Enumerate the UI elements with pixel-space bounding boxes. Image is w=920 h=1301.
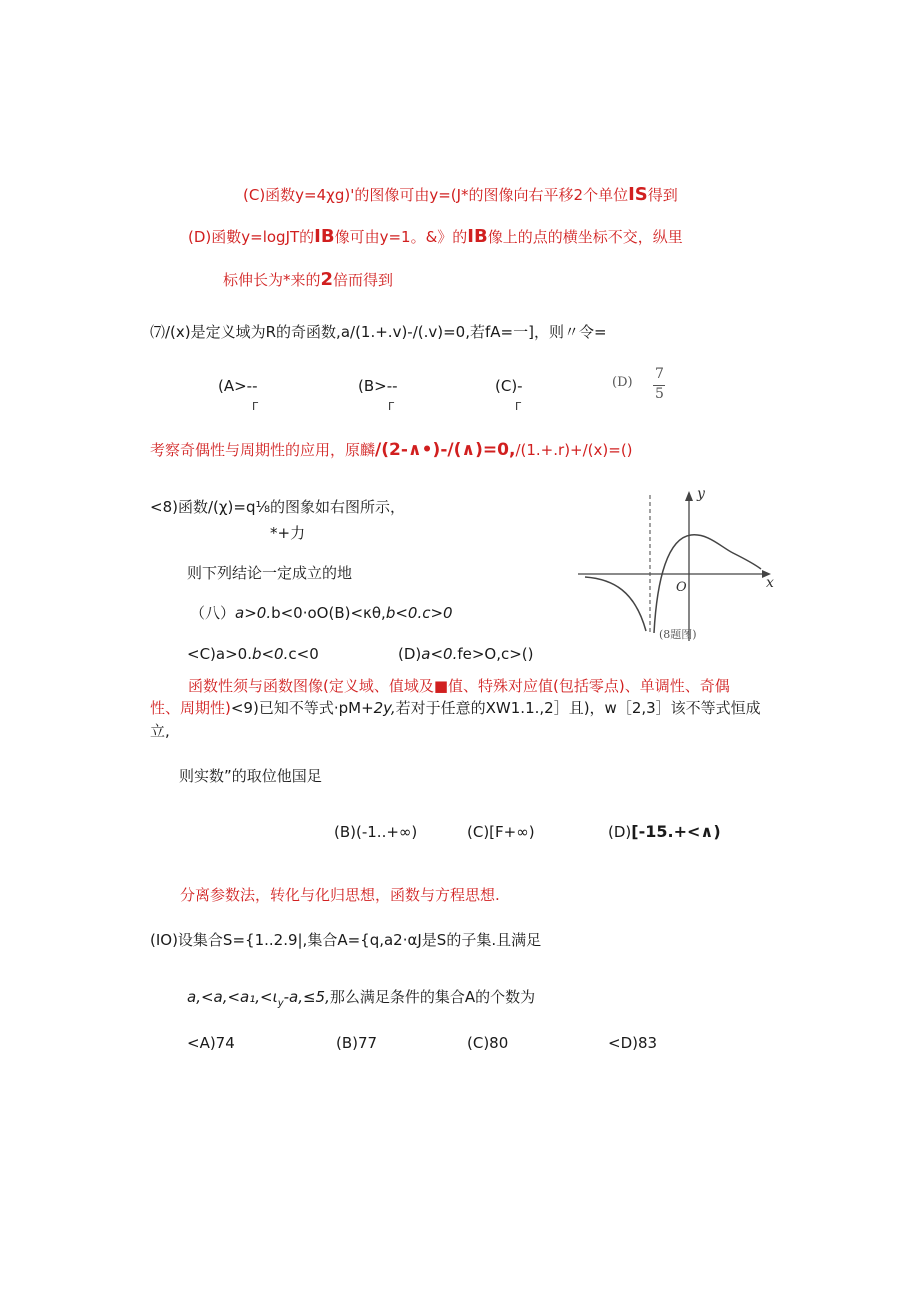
q10-condition-italic: a,<a,<a₁,<ι xyxy=(187,988,278,1006)
option-c-text xyxy=(243,185,678,205)
q7-option-b: (B>-- xyxy=(358,377,398,395)
q8-option-c-cond: b<0. xyxy=(251,645,289,663)
q8-option-d-label: (D) xyxy=(398,645,422,663)
q8-option-a-label: （八） xyxy=(190,604,236,622)
q10-option-b: (B)77 xyxy=(336,1034,378,1052)
q10-condition-sub: y xyxy=(277,998,284,1009)
option-d-bold: IB xyxy=(314,226,335,247)
q8-option-d xyxy=(398,644,534,664)
q9-stem-part2: 若对于任意的XW1.1.,2］且)，w［2,3］该不等式恒成 xyxy=(395,699,761,717)
q8-option-b-label: b<0·oO(B)<κθ, xyxy=(271,604,386,622)
q7-note-part3: /(1.+.r)+/(x)=() xyxy=(515,441,633,459)
q8-option-c xyxy=(187,644,319,664)
q7-option-d xyxy=(612,366,672,406)
y-axis-arrow xyxy=(685,491,693,501)
option-d-tail: 像上的点的横坐标不交，纵里 xyxy=(487,228,683,246)
q7-stem: ⑺/(x)是定义域为R的奇函数,a/(1.+.v)-/(.v)=0,若fA=一]，则〃令= xyxy=(150,323,607,341)
right-branch-curve xyxy=(654,535,761,633)
q8-stem: <8)函数/(χ)=q⅛的图象如右图所示， xyxy=(150,498,406,516)
q9-lead: 则实数”的取位他国足 xyxy=(179,767,322,785)
q7-option-c: (C)- xyxy=(495,377,523,395)
option-d-part2: 像可由y=1。&》的 xyxy=(334,228,468,246)
option-d-bold2: IB xyxy=(467,226,488,247)
q8-stem-denominator: *+力 xyxy=(270,524,306,542)
q8-lead: 则下列结论一定成立的地 xyxy=(187,564,353,582)
q9-option-d-label: (D) xyxy=(608,823,632,841)
q10-option-d: <D)83 xyxy=(608,1034,658,1052)
option-d2-bold: 2 xyxy=(320,269,334,290)
option-d-text-cont xyxy=(223,270,393,290)
q9-note: 分离参数法，转化与化归思想，函数与方程思想. xyxy=(180,886,500,904)
option-d-part: (D)函數y=logJT的 xyxy=(188,228,315,246)
q8-option-d-cond: a<0. xyxy=(421,645,458,663)
q7-option-d-denominator: 5 xyxy=(655,386,664,402)
graph-caption: (8题图) xyxy=(659,628,697,641)
q9-option-b: (B)(-1..+∞) xyxy=(334,823,418,841)
q8-function-graph xyxy=(573,483,783,645)
q7-note-part2: /(2-∧•)-/(∧)=0, xyxy=(375,440,516,460)
q7-note-part1: 考察奇偶性与周期性的应用，原麟 xyxy=(150,441,376,459)
option-d2-part: 标伸长为*来的 xyxy=(223,271,321,289)
q9-stem xyxy=(150,698,761,718)
q10-condition xyxy=(187,987,535,1014)
q9-option-d-value: [-15.+<∧) xyxy=(631,822,721,841)
q7-option-a-tick: Г xyxy=(252,400,259,413)
q7-option-c-tick: Г xyxy=(515,400,522,413)
q10-condition-rest: 那么满足条件的集合A的个数为 xyxy=(329,988,536,1006)
q10-condition-italic2: -a,≤5, xyxy=(283,988,330,1006)
y-axis-label: y xyxy=(697,486,705,502)
q9-option-c: (C)[F+∞) xyxy=(467,823,535,841)
q9-stem-italic: +2y, xyxy=(361,699,396,717)
option-c-part: (C)函数y=4χg)'的图像可由y=(J*的图像向右平移2个单位 xyxy=(243,186,629,204)
q8-option-b-cond: b<0.c>0 xyxy=(385,604,453,622)
origin-label: O xyxy=(676,580,687,595)
q7-option-a: (A>-- xyxy=(218,377,258,395)
q8-option-d-tail: fe>O,c>() xyxy=(457,645,534,663)
q7-option-b-tick: Г xyxy=(388,400,395,413)
q9-option-d xyxy=(608,822,721,842)
q8-option-c-label: <C)a>0. xyxy=(187,645,252,663)
q7-note xyxy=(150,440,633,460)
q10-option-a: <A)74 xyxy=(187,1034,235,1052)
q9-stem-part1: <9)已知不等式·pM xyxy=(230,699,362,717)
left-branch-curve xyxy=(585,577,646,631)
q9-stem-cont: 立, xyxy=(150,722,170,740)
option-c-bold: IS xyxy=(628,184,648,205)
option-d2-tail: 倍而得到 xyxy=(333,271,394,289)
q7-option-d-label: (D) xyxy=(612,375,633,390)
q7-option-d-numerator: 7 xyxy=(655,366,664,382)
q8-option-c-tail: c<0 xyxy=(288,645,319,663)
x-axis-label: x xyxy=(766,575,774,591)
q8-option-a-cond: a>0. xyxy=(235,604,272,622)
q8-note: 函数性须与函数图像(定义域、值域及■值、特殊对应值(包括零点)、单调性、奇偶 xyxy=(188,677,730,695)
option-c-tail: 得到 xyxy=(647,186,678,204)
q8-options-ab xyxy=(190,603,453,623)
q10-stem: (IO)设集合S={1..2.9|,集合A={q,a2·αJ是S的子集.且满足 xyxy=(150,931,542,949)
q10-option-c: (C)80 xyxy=(467,1034,509,1052)
option-d-text xyxy=(188,227,683,247)
q8-note-cont: 性、周期性) xyxy=(150,699,231,717)
